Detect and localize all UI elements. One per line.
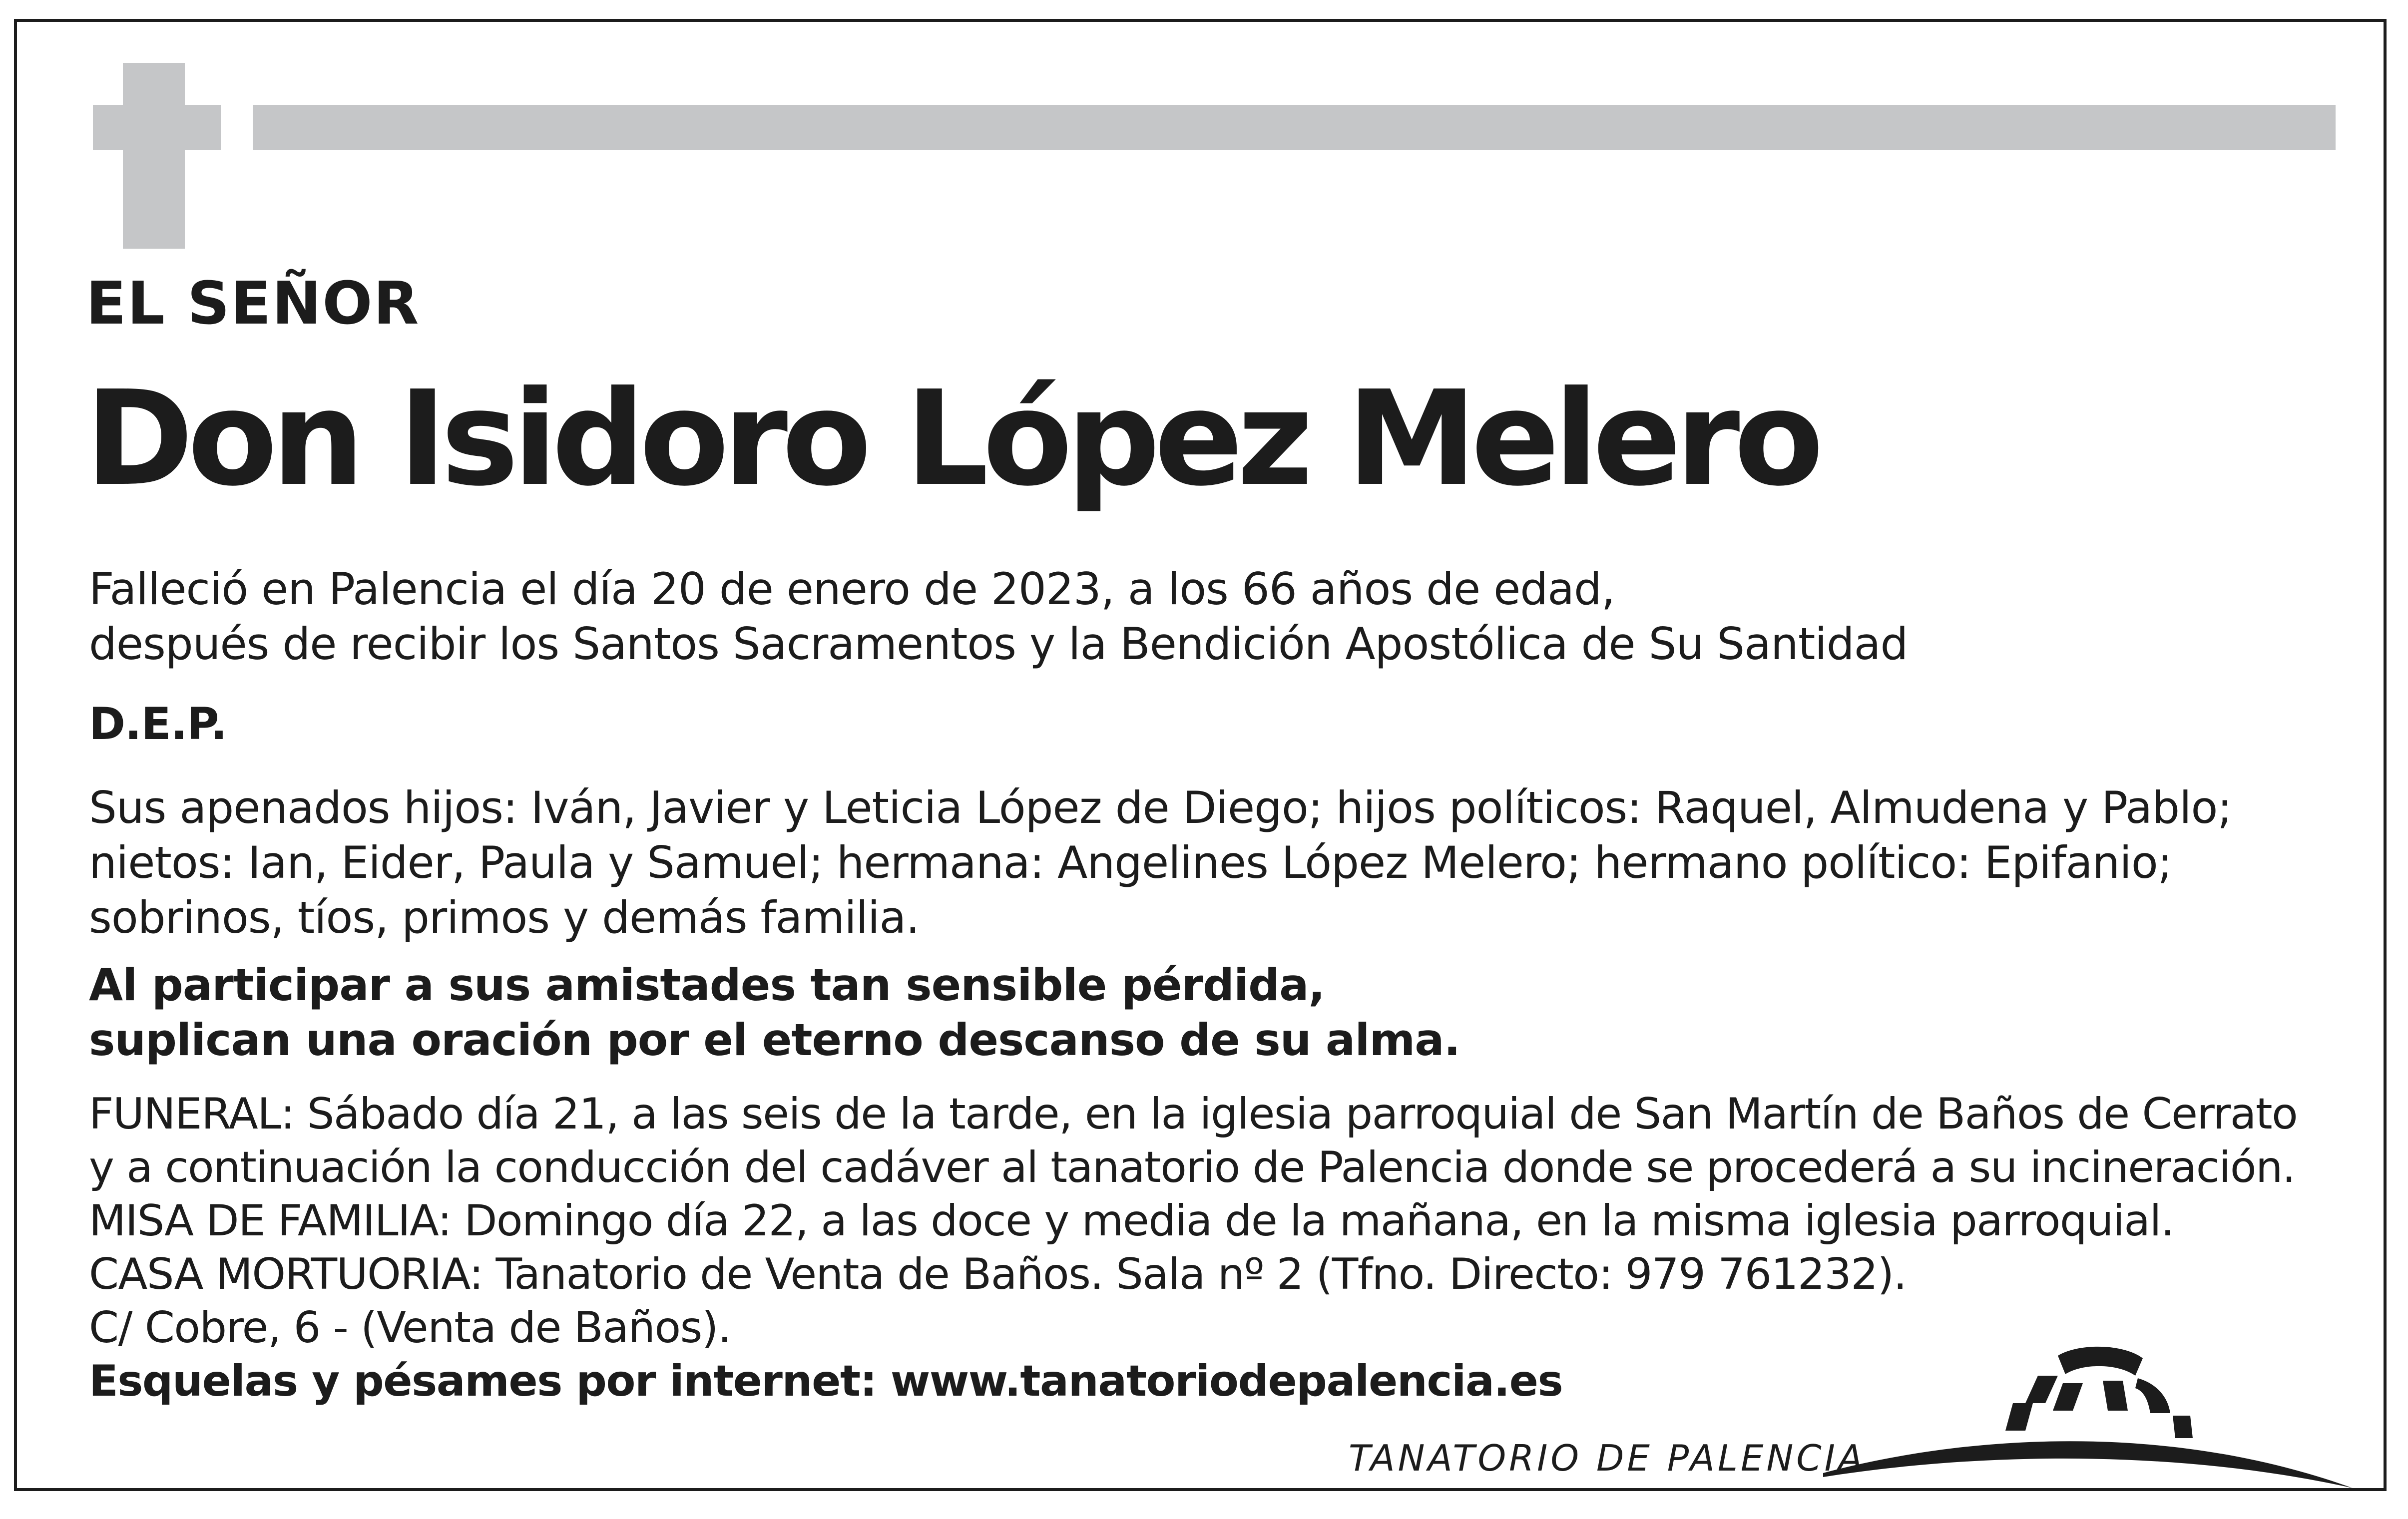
death-info-line: Falleció en Palencia el día 20 de enero de 2023, a los 66 años de edad,: [89, 563, 1615, 615]
internet-line: Esquelas y pésames por internet: www.tanatoriodepalencia.es: [89, 1356, 1563, 1406]
tanatorio-logo-icon: [1823, 1328, 2353, 1498]
family-line: sobrinos, tíos, primos y demás familia.: [89, 892, 920, 943]
prayer-request: [89, 958, 1460, 1068]
funeral-line: CASA MORTUORIA: Tanatorio de Venta de Baños. Sala nº 2 (Tfno. Directo: 979 761232).: [89, 1249, 1907, 1299]
dep-section: [89, 697, 227, 752]
header-bar: [253, 105, 2336, 150]
funeral-line: y a continuación la conducción del cadáver al tanatorio de Palencia donde se procederá a su incineración.: [89, 1142, 2295, 1192]
death-info-line: después de recibir los Santos Sacramentos y la Bendición Apostólica de Su Santidad: [89, 618, 1908, 670]
cross-icon: [123, 63, 185, 249]
title-el-senor: EL SEÑOR: [86, 269, 420, 338]
dep-text: D.E.P.: [89, 698, 227, 750]
prayer-line: suplican una oración por el eterno descanso de su alma.: [89, 1014, 1460, 1066]
cross-icon-arm: [93, 105, 221, 150]
prayer-line: Al participar a sus amistades tan sensible pérdida,: [89, 959, 1325, 1011]
deceased-name: Don Isidoro López Melero: [85, 363, 1818, 515]
tanatorio-logo-text: TANATORIO DE PALENCIA: [1349, 1437, 1866, 1479]
family-section: [89, 780, 2232, 945]
funeral-line: MISA DE FAMILIA: Domingo día 22, a las doce y media de la mañana, en la misma iglesia parroquial.: [89, 1196, 2174, 1246]
family-line: nietos: Ian, Eider, Paula y Samuel; hermana: Angelines López Melero; hermano político: Epifanio;: [89, 837, 2172, 888]
funeral-line: FUNERAL: Sábado día 21, a las seis de la tarde, en la iglesia parroquial de San Martín de Baños de Cerrato: [89, 1089, 2298, 1139]
funeral-line: C/ Cobre, 6 - (Venta de Baños).: [89, 1303, 731, 1353]
death-info: [89, 562, 1908, 672]
family-line: Sus apenados hijos: Iván, Javier y Leticia López de Diego; hijos políticos: Raquel, Almudena y Pablo;: [89, 782, 2232, 833]
